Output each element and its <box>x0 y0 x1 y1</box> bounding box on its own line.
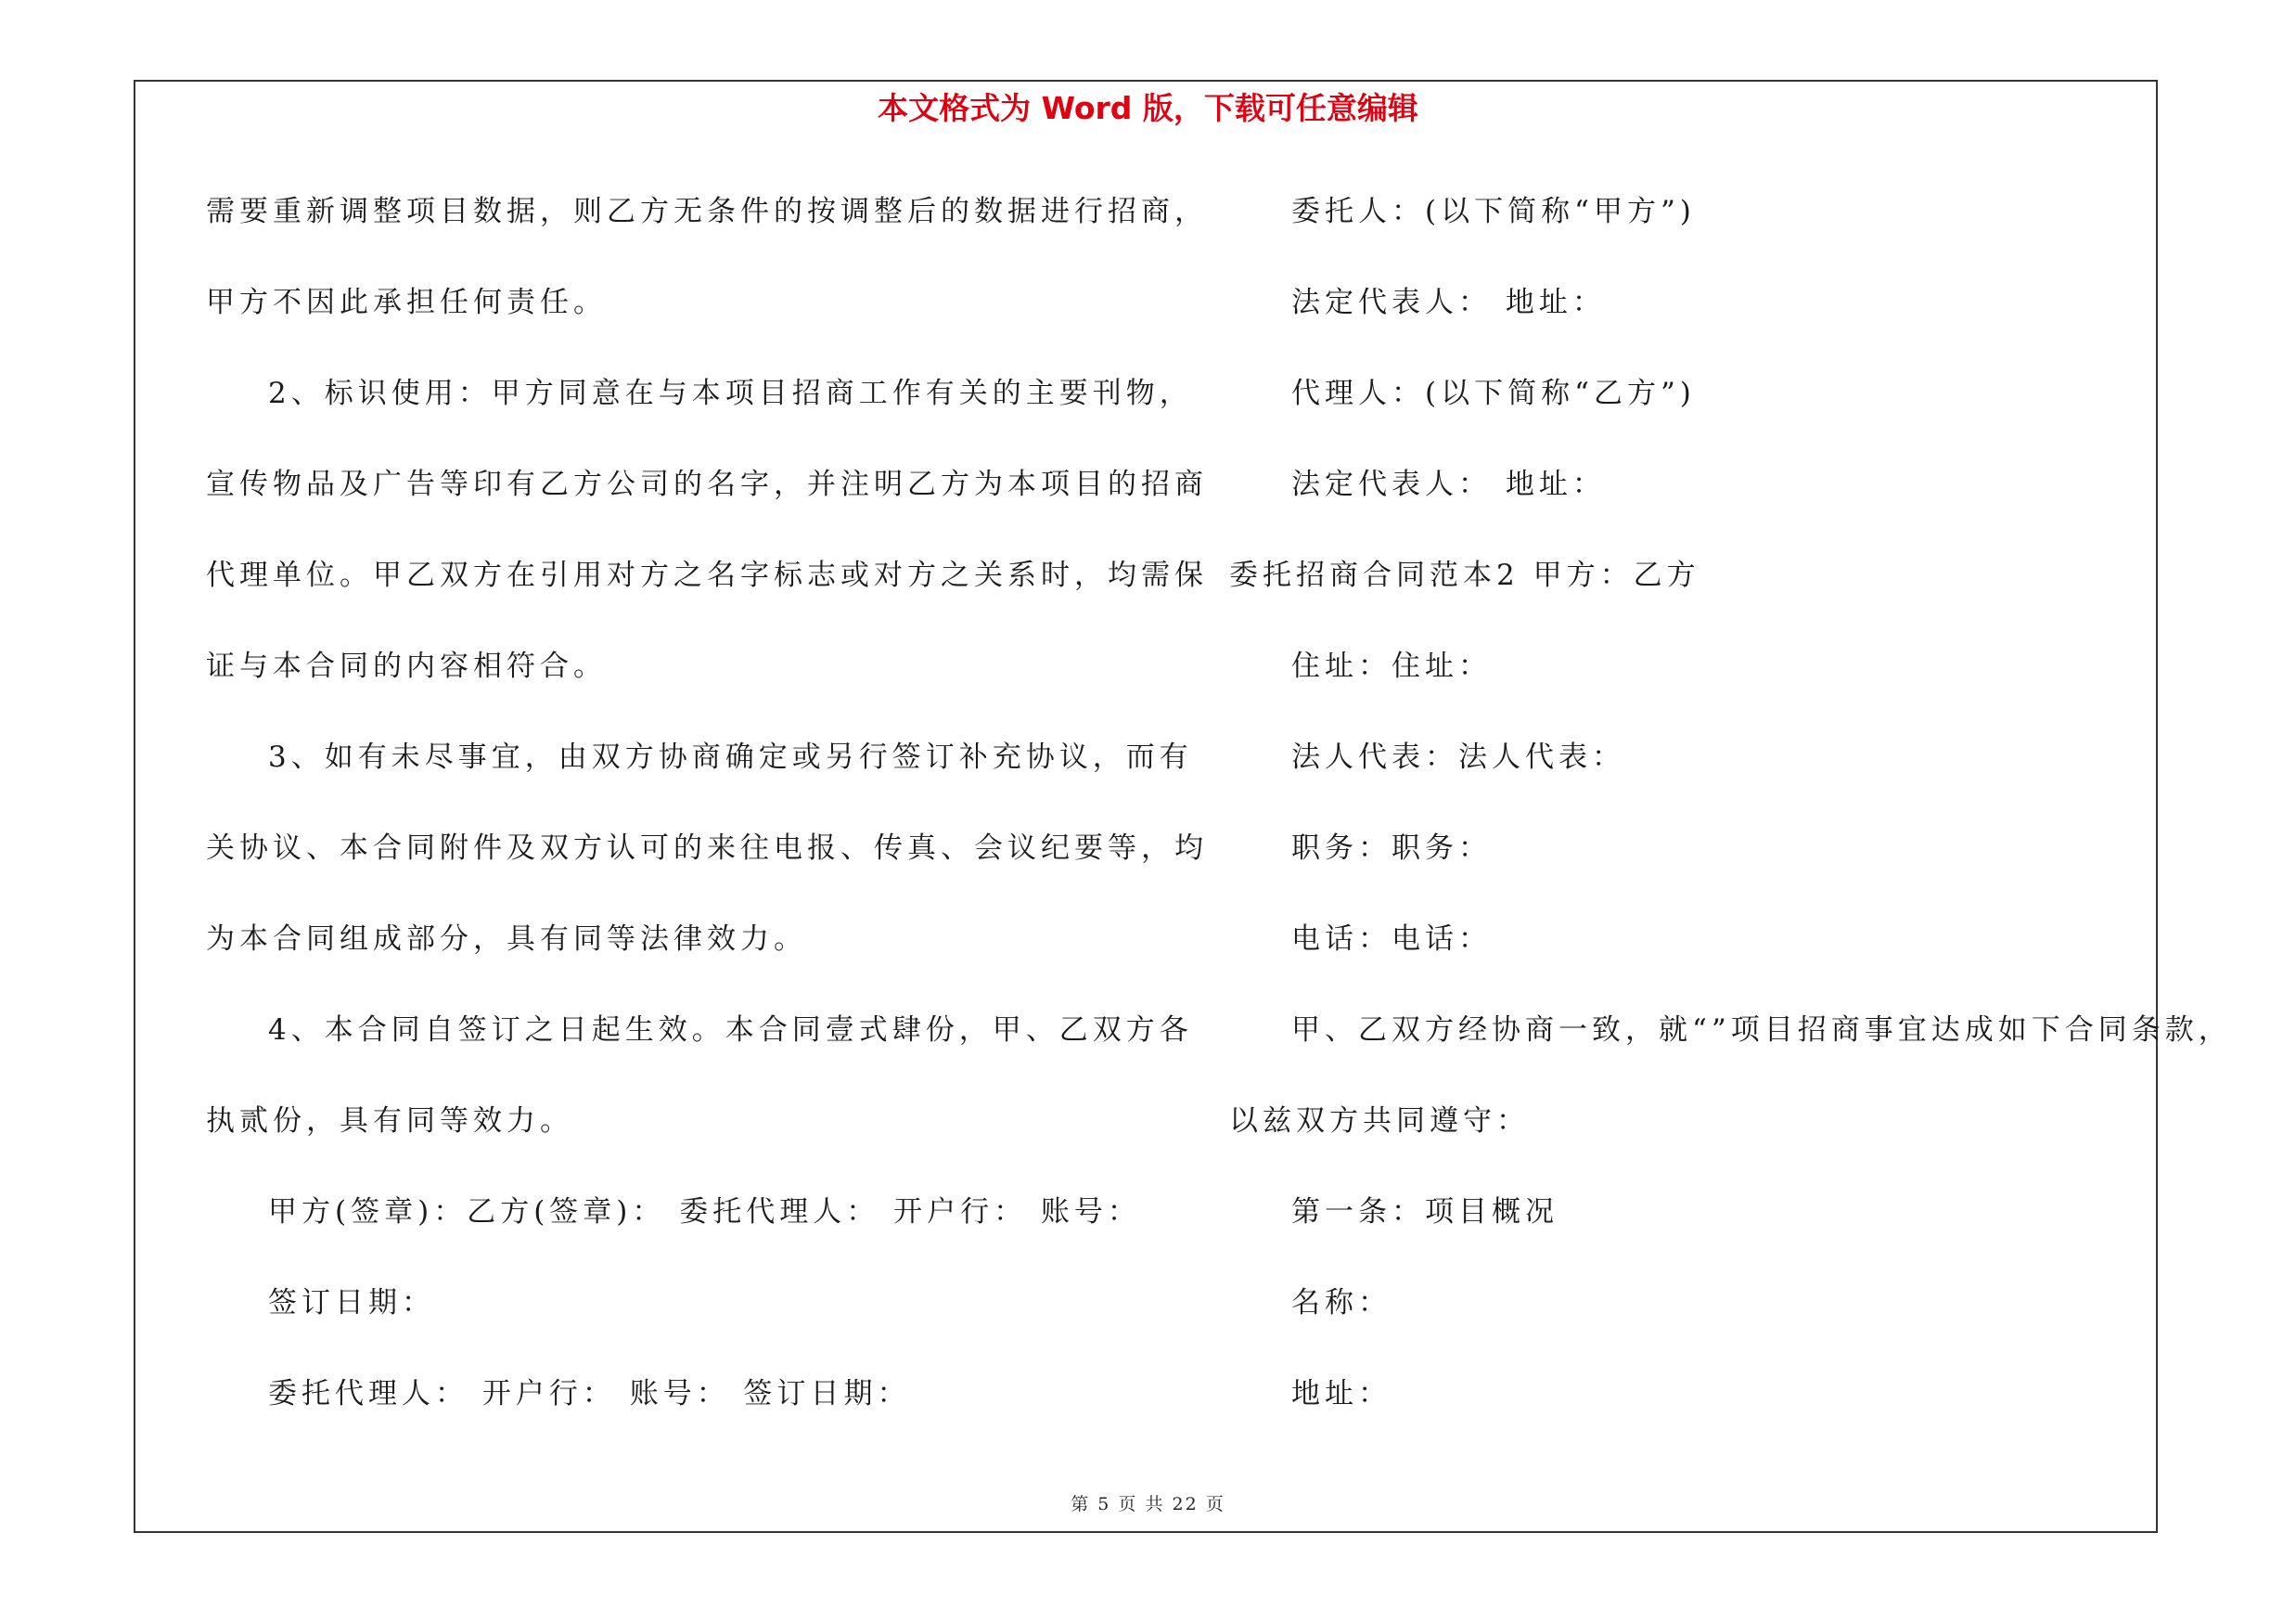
paragraph-line: 关协议、本合同附件及双方认可的来往电报、传真、会议纪要等，均 <box>206 831 1208 865</box>
paragraph-line: 代理单位。甲乙双方在引用对方之名字标志或对方之关系时，均需保 <box>206 559 1208 592</box>
party-line: 法定代表人： 地址： <box>1291 468 1606 501</box>
party-line: 住址：住址： <box>1291 650 1492 683</box>
signature-line: 委托代理人： 开户行： 账号： 签订日期： <box>268 1377 911 1410</box>
paragraph-line: 需要重新调整项目数据，则乙方无条件的按调整后的数据进行招商， <box>206 195 1208 228</box>
party-line: 职务：职务： <box>1291 831 1492 865</box>
paragraph-line: 证与本合同的内容相符合。 <box>206 650 607 683</box>
document-banner: 本文格式为 Word 版，下载可任意编辑 <box>878 90 1418 126</box>
field-line: 名称： <box>1291 1286 1392 1320</box>
right-column <box>1229 178 2232 1451</box>
party-line: 代理人：(以下简称“乙方”) <box>1291 377 1696 410</box>
field-line: 地址： <box>1291 1377 1392 1410</box>
paragraph-line: 3、如有未尽事宜，由双方协商确定或另行签订补充协议，而有 <box>268 741 1193 774</box>
paragraph-line: 甲、乙双方经协商一致，就“”项目招商事宜达成如下合同条款， <box>1291 1013 2232 1047</box>
paragraph-line: 4、本合同自签订之日起生效。本合同壹式肆份，甲、乙双方各 <box>268 1013 1193 1047</box>
paragraph-line: 为本合同组成部分，具有同等法律效力。 <box>206 922 807 956</box>
section-heading: 委托招商合同范本2 甲方：乙方 <box>1229 559 1700 592</box>
signature-line: 甲方(签章)：乙方(签章)： 委托代理人： 开户行： 账号： <box>268 1195 1141 1229</box>
party-line: 电话：电话： <box>1291 922 1492 956</box>
party-line: 委托人：(以下简称“甲方”) <box>1291 195 1696 228</box>
paragraph-line: 2、标识使用：甲方同意在与本项目招商工作有关的主要刊物， <box>268 377 1193 410</box>
paragraph-line: 执贰份，具有同等效力。 <box>206 1104 573 1138</box>
paragraph-line: 宣传物品及广告等印有乙方公司的名字，并注明乙方为本项目的招商 <box>206 468 1208 501</box>
signature-date-line: 签订日期： <box>268 1286 435 1320</box>
paragraph-line: 甲方不因此承担任何责任。 <box>206 286 607 319</box>
left-column <box>206 178 1208 1451</box>
clause-heading: 第一条：项目概况 <box>1291 1195 1558 1229</box>
page-number: 第 5 页 共 22 页 <box>1071 1494 1225 1514</box>
party-line: 法人代表：法人代表： <box>1291 741 1625 774</box>
paragraph-line: 以兹双方共同遵守： <box>1229 1104 1530 1138</box>
party-line: 法定代表人： 地址： <box>1291 286 1606 319</box>
